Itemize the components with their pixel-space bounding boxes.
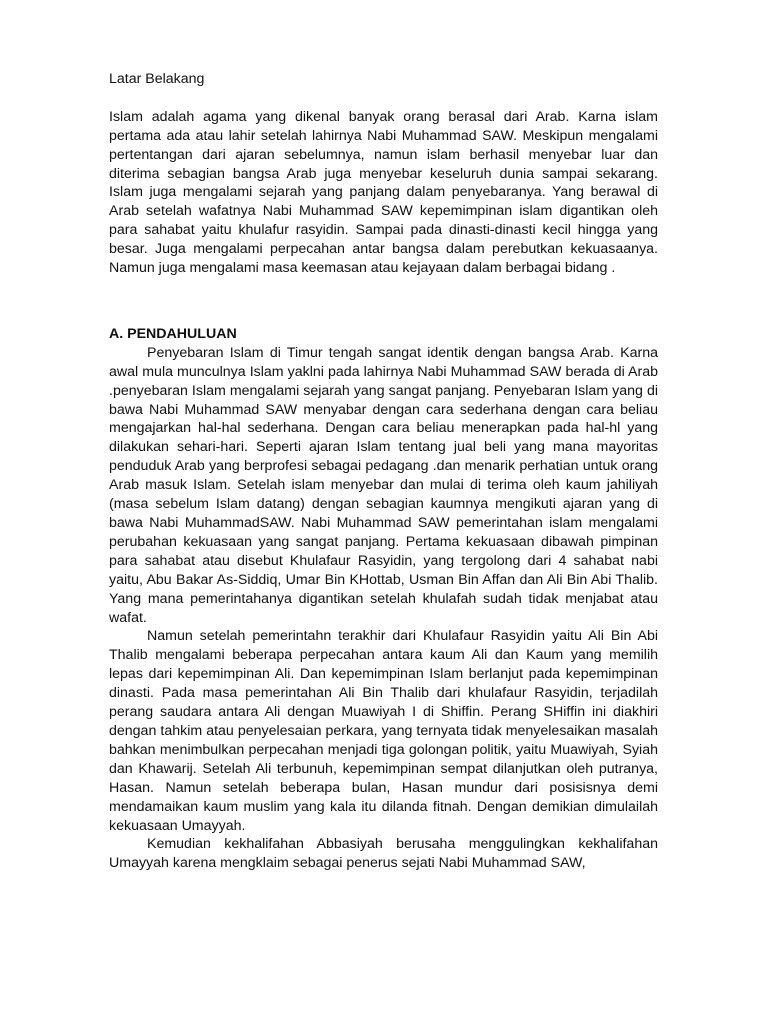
body-paragraph-2: Namun setelah pemerintahn terakhir dari Khulafaur Rasyidin yaitu Ali Bin Abi Thalib mengalami beberapa perpecahan antara kaum Ali dan Kaum yang memilih lepas dari kepemimpinan Ali. Dan kepemimpinan Islam berlanjut pada kepemimpinan dinasti. Pada masa pemerintahan Ali Bin Thalib dari khulafaur Rasyidin, terjadilah perang saudara antara Ali dengan Muawiyah I di Shiffin. Perang SHiffin ini diakhiri dengan tahkim atau penyelesaian perkara, yang ternyata tidak menyelesaikan masalah bahkan menimbulkan perpecahan menjadi tiga golongan politik, yaitu Muawiyah, Syiah dan Khawarij. Setelah Ali terbunuh, kepemimpinan sempat dilanjutkan oleh putranya, Hasan. Namun setelah beberapa bulan, Hasan mundur dari posisisnya demi mendamaikan kaum muslim yang kala itu dilanda fitnah. Dengan demikian dimulailah kekuasaan Umayyah. (109, 628, 658, 834)
background-title: Latar Belakang (109, 71, 205, 87)
document-page (109, 70, 658, 873)
section-heading: A. PENDAHULUAN (109, 325, 237, 342)
body-paragraph-1: Penyebaran Islam di Timur tengah sangat identik dengan bangsa Arab. Karna awal mula munculnya Islam yaklni pada lahirnya Nabi Muhammad SAW berada di Arab .penyebaran Islam mengalami sejarah yang sangat panjang. Penyebaran Islam yang di bawa Nabi Muhammad SAW menyabar dengan cara sederhana dengan cara beliau mengajarkan hal-hal sederhana. Dengan cara beliau menerapkan pada hal-hl yang dilakukan sehari-hari. Seperti ajaran Islam tentang jual beli yang mana mayoritas penduduk Arab yang berprofesi sebagai pedagang .dan menarik perhatian untuk orang Arab masuk Islam. Setelah islam menyebar dan mulai di terima oleh kaum jahiliyah (masa sebelum Islam datang) dengan sebagian kaumnya mengikuti ajaran yang di bawa Nabi MuhammadSAW. Nabi Muhammad SAW pemerintahan islam mengalami perubahan kekuasaan yang sangat panjang. Pertama kekuasaan dibawah pimpinan para sahabat atau disebut Khulafaur Rasyidin, yang tergolong dari 4 sahabat nabi yaitu, Abu Bakar As-Siddiq, Umar Bin KHottab, Usman Bin Affan dan Ali Bin Abi Thalib. Yang mana pemerintahanya digantikan setelah khulafah sudah tidak menjabat atau wafat. (109, 344, 658, 626)
background-paragraph: Islam adalah agama yang dikenal banyak orang berasal dari Arab. Karna islam pertama ada atau lahir setelah lahirnya Nabi Muhammad SAW. Meskipun mengalami pertentangan dari ajaran sebelumnya, namun islam berhasil menyebar luar dan diterima sebagian bangsa Arab juga menyebar keseluruh dunia sampai sekarang. Islam juga mengalami sejarah yang panjang dalam penyebaranya. Yang berawal di Arab setelah wafatnya Nabi Muhammad SAW kepemimpinan islam digantikan oleh para sahabat yaitu khulafur rasyidin. Sampai pada dinasti-dinasti kecil hingga yang besar. Juga mengalami perpecahan antar bangsa dalam perebutkan kekuasaanya. Namun juga mengalami masa keemasan atau kejayaan dalam berbagai bidang . (109, 108, 658, 277)
body-paragraph-3: Kemudian kekhalifahan Abbasiyah berusaha menggulingkan kekhalifahan Umayyah karena mengklaim sebagai penerus sejati Nabi Muhammad SAW, (109, 836, 658, 872)
